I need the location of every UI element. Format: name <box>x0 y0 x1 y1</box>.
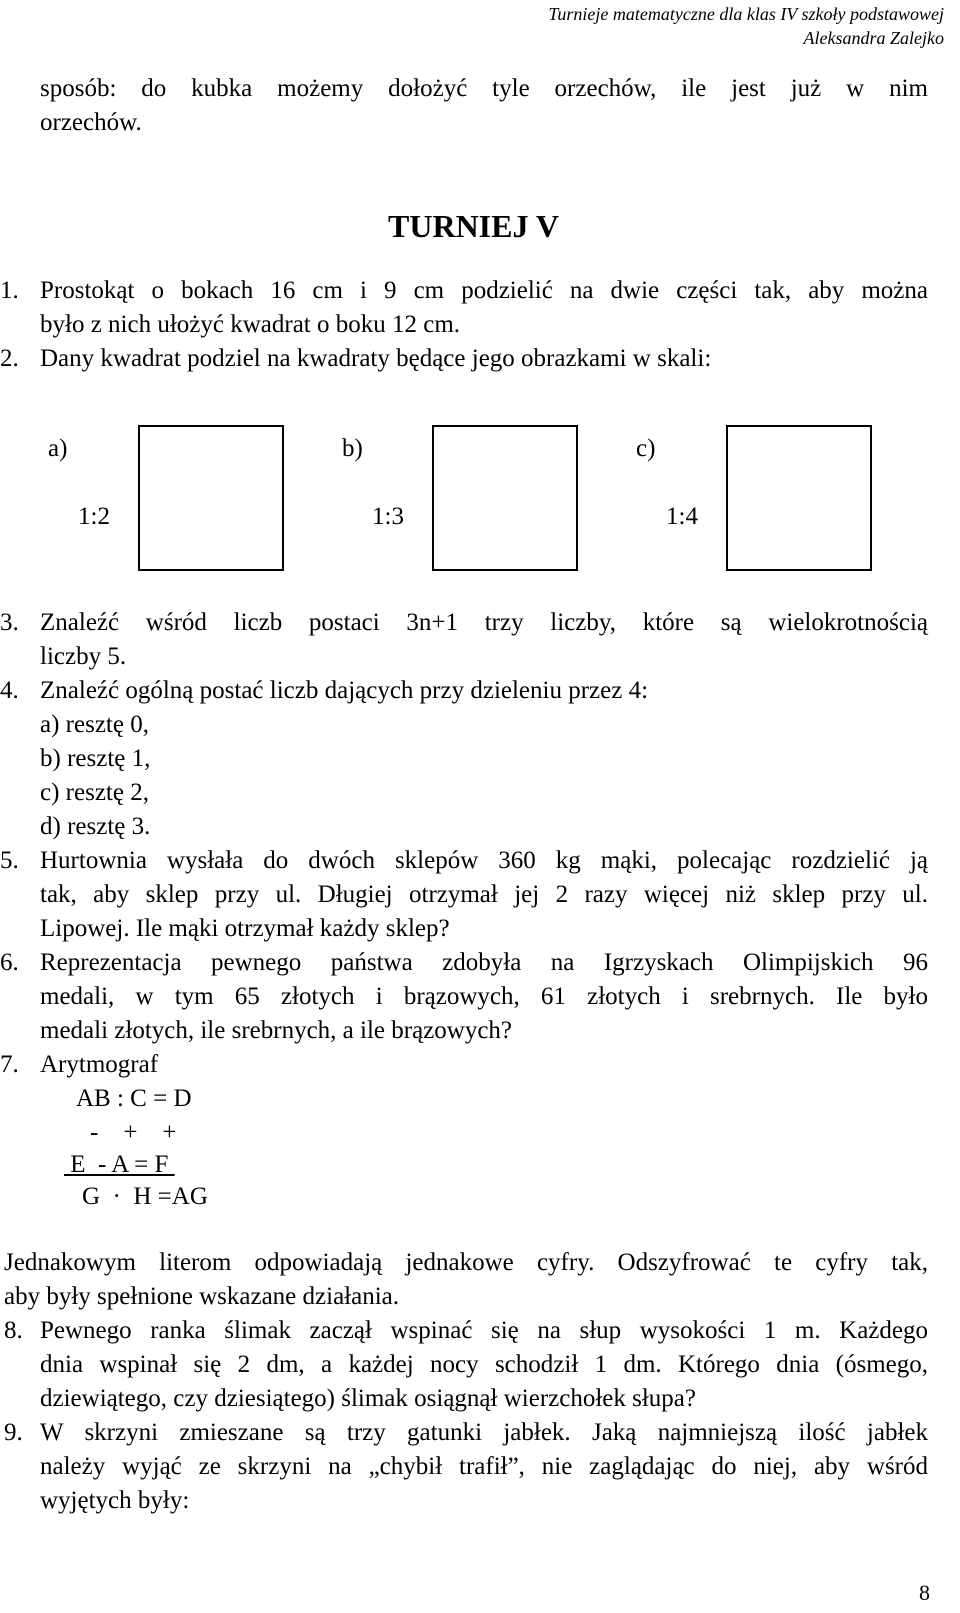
square-a <box>138 425 284 571</box>
task-1-number: 1. <box>0 277 19 304</box>
task-7-desc-line-2: aby były spełnione wskazane działania. <box>4 1283 399 1310</box>
running-header <box>548 2 944 50</box>
task-9-line-2: należy wyjąć ze skrzyni na „chybił trafił”, nie zaglądając do niej, aby wśród <box>40 1453 928 1480</box>
task-8-line-2: dnia wspinał się 2 dm, a każdej nocy schodził 1 dm. Którego dnia (ósmego, <box>40 1351 928 1378</box>
task-4-item-b: b) resztę 1, <box>40 745 151 772</box>
task-4-item-d: d) resztę 3. <box>40 813 151 840</box>
scale-b-letter: b) <box>342 435 363 462</box>
task-7-number: 7. <box>0 1051 19 1078</box>
scale-a-letter: a) <box>48 435 68 462</box>
task-5-line-2: tak, aby sklep przy ul. Długiej otrzymał jej 2 razy więcej niż sklep przy ul. <box>40 881 928 908</box>
task-3-number: 3. <box>0 609 19 636</box>
scale-a-ratio: 1:2 <box>78 503 110 530</box>
task-9-line-1: W skrzyni zmieszane są trzy gatunki jabłek. Jaką najmniejszą ilość jabłek <box>40 1419 928 1446</box>
task-1-line-2: było z nich ułożyć kwadrat o boku 12 cm. <box>40 311 461 338</box>
task-6-number: 6. <box>0 949 19 976</box>
scale-c-letter: c) <box>636 435 656 462</box>
task-1-line-1: Prostokąt o bokach 16 cm i 9 cm podzielić na dwie części tak, aby można <box>40 277 928 304</box>
scale-c-ratio: 1:4 <box>666 503 698 530</box>
arytmograf-row-3: E - A = F <box>64 1151 175 1178</box>
task-6-line-2: medali, w tym 65 złotych i brązowych, 61 złotych i srebrnych. Ile było <box>40 983 928 1010</box>
task-9-line-3: wyjętych były: <box>40 1487 190 1514</box>
task-8-line-3: dziewiątego, czy dziesiątego) ślimak osiągnął wierzchołek słupa? <box>40 1385 696 1412</box>
task-7-desc-line-1: Jednakowym literom odpowiadają jednakowe cyfry. Odszyfrować te cyfry tak, <box>4 1249 928 1276</box>
intro-line-2: orzechów. <box>40 109 142 136</box>
square-c <box>726 425 872 571</box>
scale-b-ratio: 1:3 <box>372 503 404 530</box>
arytmograf-row-2: - + + <box>90 1119 177 1146</box>
task-6-line-3: medali złotych, ile srebrnych, a ile brązowych? <box>40 1017 513 1044</box>
task-7-title: Arytmograf <box>40 1051 159 1078</box>
intro-line-1: sposób: do kubka możemy dołożyć tyle orzechów, ile jest już w nim <box>40 75 928 102</box>
task-5-number: 5. <box>0 847 19 874</box>
task-2-line-1: Dany kwadrat podziel na kwadraty będące jego obrazkami w skali: <box>40 345 712 372</box>
task-5-line-3: Lipowej. Ile mąki otrzymał każdy sklep? <box>40 915 450 942</box>
arytmograf-row-4: G · H =AG <box>82 1183 208 1210</box>
task-4-number: 4. <box>0 677 19 704</box>
task-8-line-1: Pewnego ranka ślimak zaczął wspinać się na słup wysokości 1 m. Każdego <box>40 1317 928 1344</box>
section-title: TURNIEJ V <box>388 208 559 244</box>
task-3-line-1: Znaleźć wśród liczb postaci 3n+1 trzy liczby, które są wielokrotnością <box>40 609 928 636</box>
square-b <box>432 425 578 571</box>
page-number: 8 <box>919 1580 930 1605</box>
task-3-line-2: liczby 5. <box>40 643 127 670</box>
task-5-line-1: Hurtownia wysłała do dwóch sklepów 360 kg mąki, polecając rozdzielić ją <box>40 847 928 874</box>
header-author: Aleksandra Zalejko <box>803 28 944 48</box>
header-title: Turnieje matematyczne dla klas IV szkoły podstawowej <box>548 4 944 24</box>
task-4-item-a: a) resztę 0, <box>40 711 149 738</box>
task-8-number: 8. <box>4 1317 23 1344</box>
task-2-number: 2. <box>0 345 19 372</box>
task-4-line-1: Znaleźć ogólną postać liczb dających przy dzieleniu przez 4: <box>40 677 649 704</box>
task-6-line-1: Reprezentacja pewnego państwa zdobyła na Igrzyskach Olimpijskich 96 <box>40 949 928 976</box>
arytmograf-row-1: AB : C = D <box>76 1085 192 1112</box>
task-9-number: 9. <box>4 1419 23 1446</box>
task-4-item-c: c) resztę 2, <box>40 779 149 806</box>
